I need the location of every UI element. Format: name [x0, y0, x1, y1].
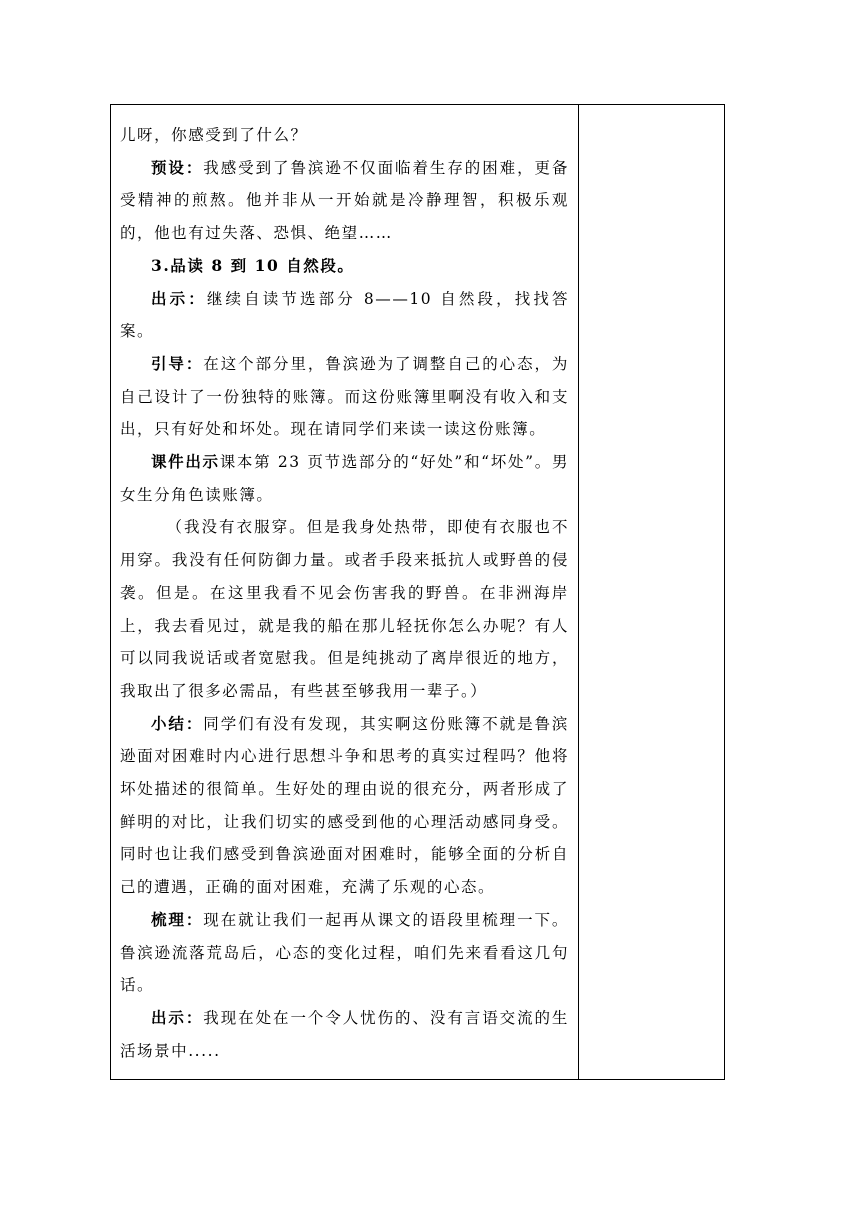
paragraph-review: [120, 904, 569, 1002]
paragraph-continuation: [120, 119, 569, 152]
paragraph-label: 出示：: [151, 1007, 204, 1027]
paragraph-show-final: [120, 1002, 569, 1067]
paragraph-text: 现在就让我们一起再从课文的语段里梳理一下。鲁滨逊流落荒岛后，心态的变化过程，咱们先来看看这几句话。: [120, 910, 569, 995]
paragraph-courseware: [120, 446, 569, 511]
lesson-table: [110, 104, 725, 1080]
paragraph-label: 预设：: [151, 157, 204, 177]
paragraph-text: 儿呀，你感受到了什么？: [120, 126, 308, 144]
section-heading: 3.品读 8 到 10 自然段。: [151, 255, 355, 275]
paragraph-guide: [120, 348, 569, 446]
paragraph-text: 继续自读节选部分 8——10 自然段，找找答案。: [120, 289, 569, 341]
paragraph-text: 在这个部分里，鲁滨逊为了调整自己的心态，为自己设计了一份独特的账簿。而这份账簿里啊没有收入和支出，只有好处和坏处。现在请同学们来读一读这份账簿。: [120, 354, 569, 439]
paragraph-label: 课件出示: [151, 452, 220, 472]
lesson-content-cell: [111, 105, 578, 1067]
paragraph-text: 课本第 23 页节选部分的“好处”和“坏处”。男女生分角色读账簿。: [120, 453, 569, 504]
paragraph-label: 小结：: [151, 713, 204, 733]
paragraph-label: 梳理：: [151, 909, 204, 929]
paragraph-preset: [120, 152, 569, 250]
paragraph-text: 我感受到了鲁滨逊不仅面临着生存的困难，更备受精神的煎熬。他并非从一开始就是冷静理智，积极乐观的，他也有过失落、恐惧、绝望……: [120, 158, 569, 243]
notes-cell: [579, 105, 724, 1079]
paragraph-text: （我没有衣服穿。但是我身处热带，即使有衣服也不用穿。我没有任何防御力量。或者手段来抵抗人或野兽的侵袭。但是。在这里我看不见会伤害我的野兽。在非洲海岸上，我去看见过，就是我的船在那儿轻抚你怎么办呢？有人可以同我说话或者宽慰我。但是纯挑动了离岸很近的地方，我取出了很多必需品，有些甚至够我用一辈子。）: [120, 518, 569, 700]
paragraph-text: 同学们有没有发现，其实啊这份账簿不就是鲁滨逊面对困难时内心进行思想斗争和思考的真实过程吗？他将坏处描述的很简单。生好处的理由说的很充分，两者形成了鲜明的对比，让我们切实的感受到他的心理活动感同身受。同时也让我们感受到鲁滨逊面对困难时，能够全面的分析自己的遭遇，正确的面对困难，充满了乐观的心态。: [120, 714, 569, 897]
paragraph-show: [120, 283, 569, 348]
paragraph-summary: [120, 708, 569, 904]
paragraph-ledger-quote: [120, 511, 569, 707]
paragraph-label: 引导：: [151, 353, 204, 373]
paragraph-text: 我现在处在一个令人忧伤的、没有言语交流的生活场景中.....: [120, 1008, 569, 1060]
paragraph-label: 出示：: [151, 288, 207, 308]
